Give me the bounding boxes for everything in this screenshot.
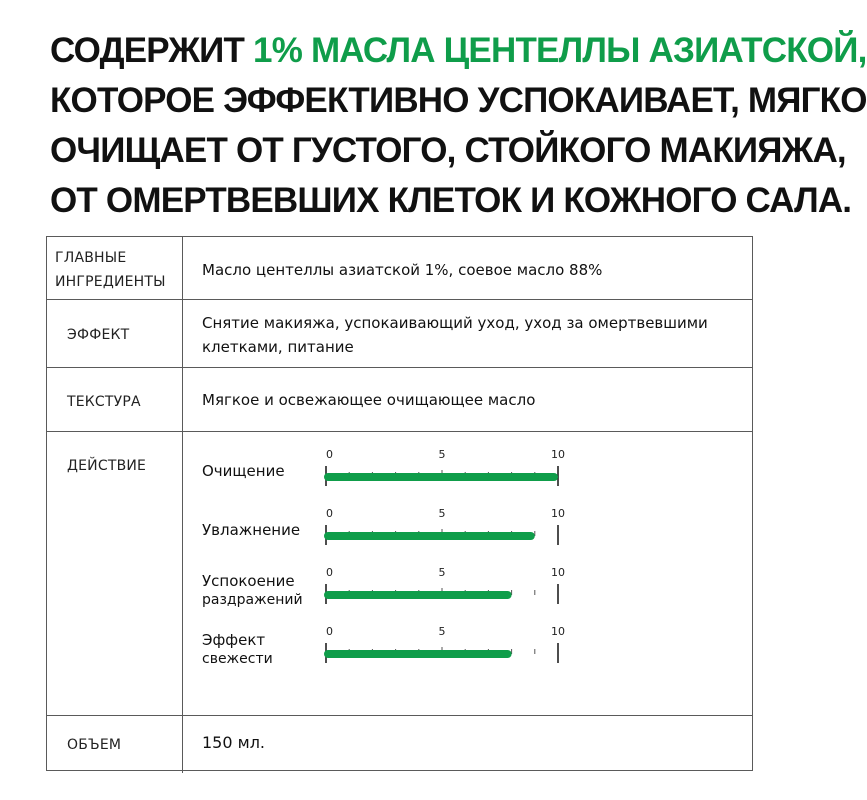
scale-tick-label: 10 (551, 507, 565, 520)
ingredients-value: Масло центеллы азиатской 1%, соевое масло 88% (202, 261, 603, 279)
scale-label-moisturizing: Увлажнение (202, 521, 301, 539)
ingredients-label-cell (47, 237, 183, 299)
scale-tick-label: 0 (326, 507, 333, 520)
volume-row (47, 715, 752, 773)
headline-accent-text: 1% МАСЛА ЦЕНТЕЛЛЫ АЗИАТСКОЙ, (253, 31, 867, 70)
gauge-moisturizing (324, 505, 584, 563)
action-label-cell (47, 432, 183, 716)
texture-row (47, 367, 752, 432)
headline (50, 26, 867, 226)
volume-label-cell (47, 716, 183, 773)
scale-tick-label: 0 (326, 625, 333, 638)
scale-tick-label: 10 (551, 625, 565, 638)
effect-label-cell (47, 300, 183, 368)
action-row (47, 431, 752, 716)
scale-tick-label: 5 (438, 448, 446, 461)
headline-line-3: ОЧИЩАЕТ ОТ ГУСТОГО, СТОЙКОГО МАКИЯЖА, (50, 131, 846, 170)
action-value-cell (182, 432, 752, 716)
scale-tick-label: 10 (551, 448, 565, 461)
gauge-cleansing (324, 446, 584, 504)
texture-value-cell (182, 368, 752, 432)
scale-row-moisturizing (202, 505, 752, 563)
scale-label-soothing-line-2: раздражений (202, 592, 303, 608)
headline-line-1 (50, 26, 867, 76)
scale-tick-label: 5 (438, 507, 446, 520)
effect-label: ЭФФЕКТ (67, 327, 130, 343)
scale-row-soothing (202, 564, 752, 622)
scale-label-soothing-line-1: Успокоение (202, 572, 295, 590)
volume-value-cell (182, 716, 752, 773)
action-label: ДЕЙСТВИЕ (67, 458, 147, 474)
scale-label-cleansing: Очищение (202, 462, 285, 480)
texture-value: Мягкое и освежающее очищающее масло (202, 391, 536, 409)
scale-tick-label: 5 (438, 625, 446, 638)
scale-label-freshness-line-1: Эффект (202, 631, 266, 649)
texture-label-cell (47, 368, 183, 432)
scale-tick-label: 0 (326, 448, 333, 461)
scale-tick-label: 10 (551, 566, 565, 579)
volume-value: 150 мл. (202, 733, 266, 752)
scale-row-cleansing (202, 446, 752, 504)
ingredients-value-cell (182, 237, 752, 299)
effect-row (47, 299, 752, 368)
spec-table (46, 236, 753, 771)
ingredients-label-line-2: ИНГРЕДИЕНТЫ (55, 274, 166, 290)
gauge-soothing (324, 564, 584, 622)
gauge-freshness (324, 623, 584, 681)
ingredients-label-line-1: ГЛАВНЫЕ (55, 250, 127, 266)
headline-line-4: ОТ ОМЕРТВЕВШИХ КЛЕТОК И КОЖНОГО САЛА. (50, 181, 852, 220)
scale-label-freshness-line-2: свежести (202, 651, 273, 667)
headline-line-1-prefix: СОДЕРЖИТ (50, 31, 254, 70)
headline-line-2: КОТОРОЕ ЭФФЕКТИВНО УСПОКАИВАЕТ, МЯГКО (50, 81, 867, 120)
effect-value-line-2: клетками, питание (202, 338, 354, 356)
scale-tick-label: 0 (326, 566, 333, 579)
effect-value-cell (182, 300, 752, 368)
volume-label: ОБЪЕМ (67, 737, 122, 753)
scale-row-freshness (202, 623, 752, 681)
effect-value-line-1: Снятие макияжа, успокаивающий уход, уход за омертвевшими (202, 314, 708, 332)
ingredients-row (47, 237, 752, 299)
texture-label: ТЕКСТУРА (67, 394, 141, 410)
scale-tick-label: 5 (438, 566, 446, 579)
